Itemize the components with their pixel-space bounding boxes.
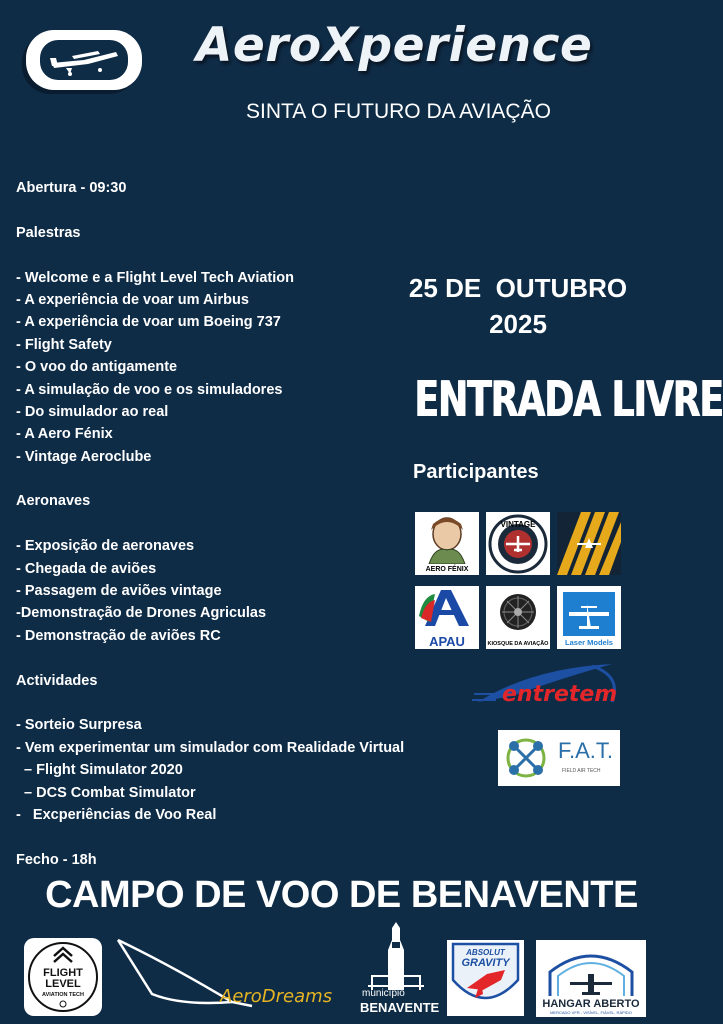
- benavente-label: BENAVENTE: [360, 1000, 440, 1015]
- absolut-label: ABSOLUT: [466, 948, 505, 957]
- list-item: - Vintage Aeroclube: [16, 448, 152, 465]
- talks-heading: Palestras: [16, 224, 81, 241]
- aerodreams-logo: [112, 936, 352, 1016]
- page-subtitle: SINTA O FUTURO DA AVIAÇÃO: [246, 100, 551, 123]
- venue-title: CAMPO DE VOO DE BENAVENTE: [45, 874, 638, 916]
- free-entry-banner: ENTRADA LIVRE: [414, 372, 723, 429]
- participants-heading: Participantes: [413, 461, 539, 483]
- list-item: - Demonstração de aviões RC: [16, 627, 221, 644]
- benavente-logo: [358, 920, 440, 1018]
- activities-heading: Actividades: [16, 672, 98, 689]
- apau-label: APAU: [429, 634, 465, 649]
- page-title: AeroXperience: [196, 18, 593, 73]
- list-item: - Flight Safety: [16, 336, 112, 353]
- entretem-label: entretem: [502, 682, 618, 707]
- opening-time: Abertura - 09:30: [16, 180, 127, 196]
- list-item: - Passagem de aviões vintage: [16, 583, 222, 600]
- flight-level-logo: [24, 938, 102, 1016]
- list-item: - Exposição de aeronaves: [16, 538, 195, 555]
- flight-level-sub-label: AVIATION TECH: [42, 992, 84, 998]
- entretem-logo: [472, 658, 624, 720]
- hangar-label: HANGAR ABERTO: [542, 998, 640, 1010]
- event-date: [398, 270, 638, 342]
- closing-time: Fecho - 18h: [16, 851, 97, 868]
- aircraft-heading: Aeronaves: [16, 493, 91, 510]
- vr-headset-logo: [26, 30, 142, 90]
- aerodreams-label: AeroDreams: [220, 986, 333, 1007]
- aero-fenix-label: AERO FÉNIX: [425, 566, 469, 573]
- aero-fenix-logo: [415, 512, 479, 575]
- list-item: - Vem experimentar um simulador com Realidade Virtual: [16, 739, 405, 756]
- list-item: - Do simulador ao real: [16, 403, 169, 420]
- municipio-label: município: [362, 988, 405, 999]
- laser-models-label: Laser Models: [565, 638, 613, 647]
- list-item: -Demonstração de Drones Agriculas: [16, 605, 267, 622]
- list-item: - A experiência de voar um Boeing 737: [16, 314, 281, 331]
- kiosque-label: KIOSQUE DA AVIAÇÃO: [487, 641, 549, 647]
- list-item: – Flight Simulator 2020: [16, 762, 183, 779]
- list-item: - A Aero Fénix: [16, 426, 113, 443]
- list-item: - O voo do antigamente: [16, 359, 178, 376]
- list-item: - A simulação de voo e os simuladores: [16, 381, 283, 398]
- absolut-gravity-logo: [447, 940, 524, 1016]
- list-item: – DCS Combat Simulator: [16, 784, 196, 801]
- fat-logo: [498, 730, 620, 786]
- program-list: [16, 177, 446, 871]
- list-item: - Welcome e a Flight Level Tech Aviation: [16, 269, 294, 286]
- gravity-label: GRAVITY: [461, 957, 510, 969]
- fat-label: F.A.T.: [558, 738, 614, 763]
- apau-logo: [415, 586, 479, 649]
- fat-sub-label: FIELD AIR TECH: [562, 768, 601, 774]
- list-item: - Sorteio Surpresa: [16, 717, 142, 734]
- vintage-logo: [486, 512, 550, 575]
- flight-level-label: FLIGHT LEVEL: [43, 967, 83, 990]
- list-item: - Excperiências de Voo Real: [16, 806, 217, 823]
- event-date-year: 2025: [489, 309, 547, 339]
- list-item: - A experiência de voar um Airbus: [16, 291, 249, 308]
- event-date-day: 25 DE OUTUBRO: [408, 273, 628, 303]
- stripes-logo: [557, 512, 621, 575]
- laser-models-logo: [557, 586, 621, 649]
- kiosque-logo: [486, 586, 550, 649]
- list-item: - Chegada de aviões: [16, 560, 157, 577]
- hangar-sub-label: MERCADO VFR - VISÍVEL, FIÁVEL, RÁPIDO: [550, 1010, 632, 1015]
- vintage-label: VINTAGE: [500, 520, 536, 529]
- hangar-aberto-logo: [536, 940, 646, 1017]
